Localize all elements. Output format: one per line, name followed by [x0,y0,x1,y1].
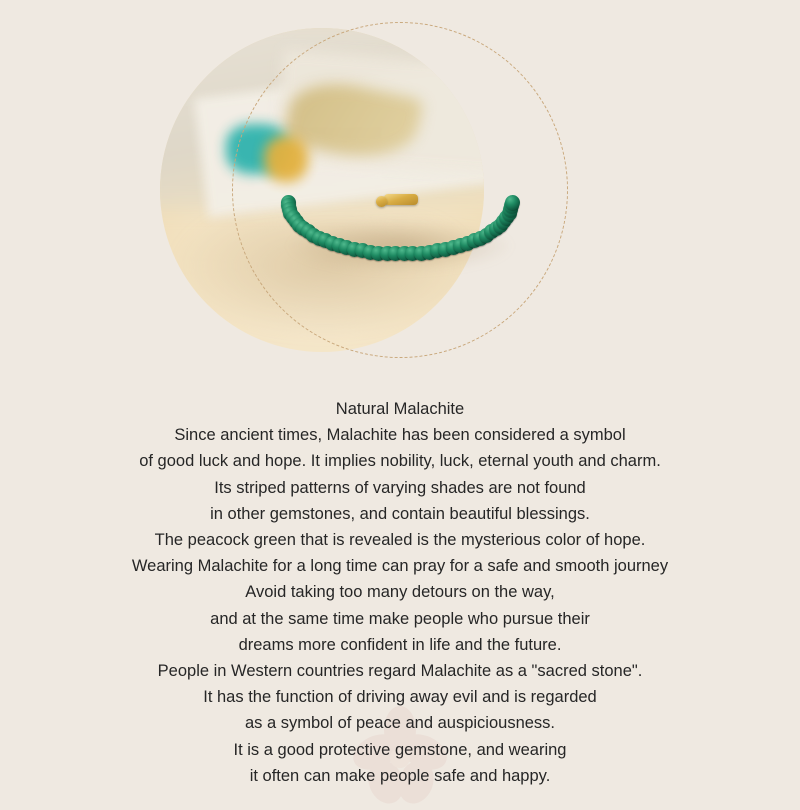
product-hero [0,0,800,380]
description-line: It is a good protective gemstone, and wearing [233,740,567,759]
description-line: Its striped patterns of varying shades are not found [214,478,586,497]
description-line: Wearing Malachite for a long time can pray for a safe and smooth journey [131,557,669,576]
description-line: The peacock green that is revealed is the mysterious color of hope. [154,531,646,550]
description-heading: Natural Malachite [335,400,465,418]
description-line: in other gemstones, and contain beautiful blessings. [210,504,590,523]
bracelet-clasp-ring [376,196,387,207]
product-description [0,396,800,789]
description-line: dreams more confident in life and the future. [238,635,562,654]
description-line: Avoid taking too many detours on the way, [245,583,555,602]
description-line: it often can make people safe and happy. [249,766,551,785]
description-line: and at the same time make people who pursue their [210,609,590,628]
description-line: Since ancient times, Malachite has been considered a symbol [174,426,626,445]
description-line: as a symbol of peace and auspiciousness. [244,714,556,733]
description-line: of good luck and hope. It implies nobility, luck, eternal youth and charm. [139,452,661,471]
description-line: People in Western countries regard Malachite as a "sacred stone". [157,662,643,681]
bracelet-bead [505,195,520,210]
bracelet-image [280,184,520,274]
description-line: It has the function of driving away evil and is regarded [203,688,597,707]
bracelet-clasp [384,194,418,205]
